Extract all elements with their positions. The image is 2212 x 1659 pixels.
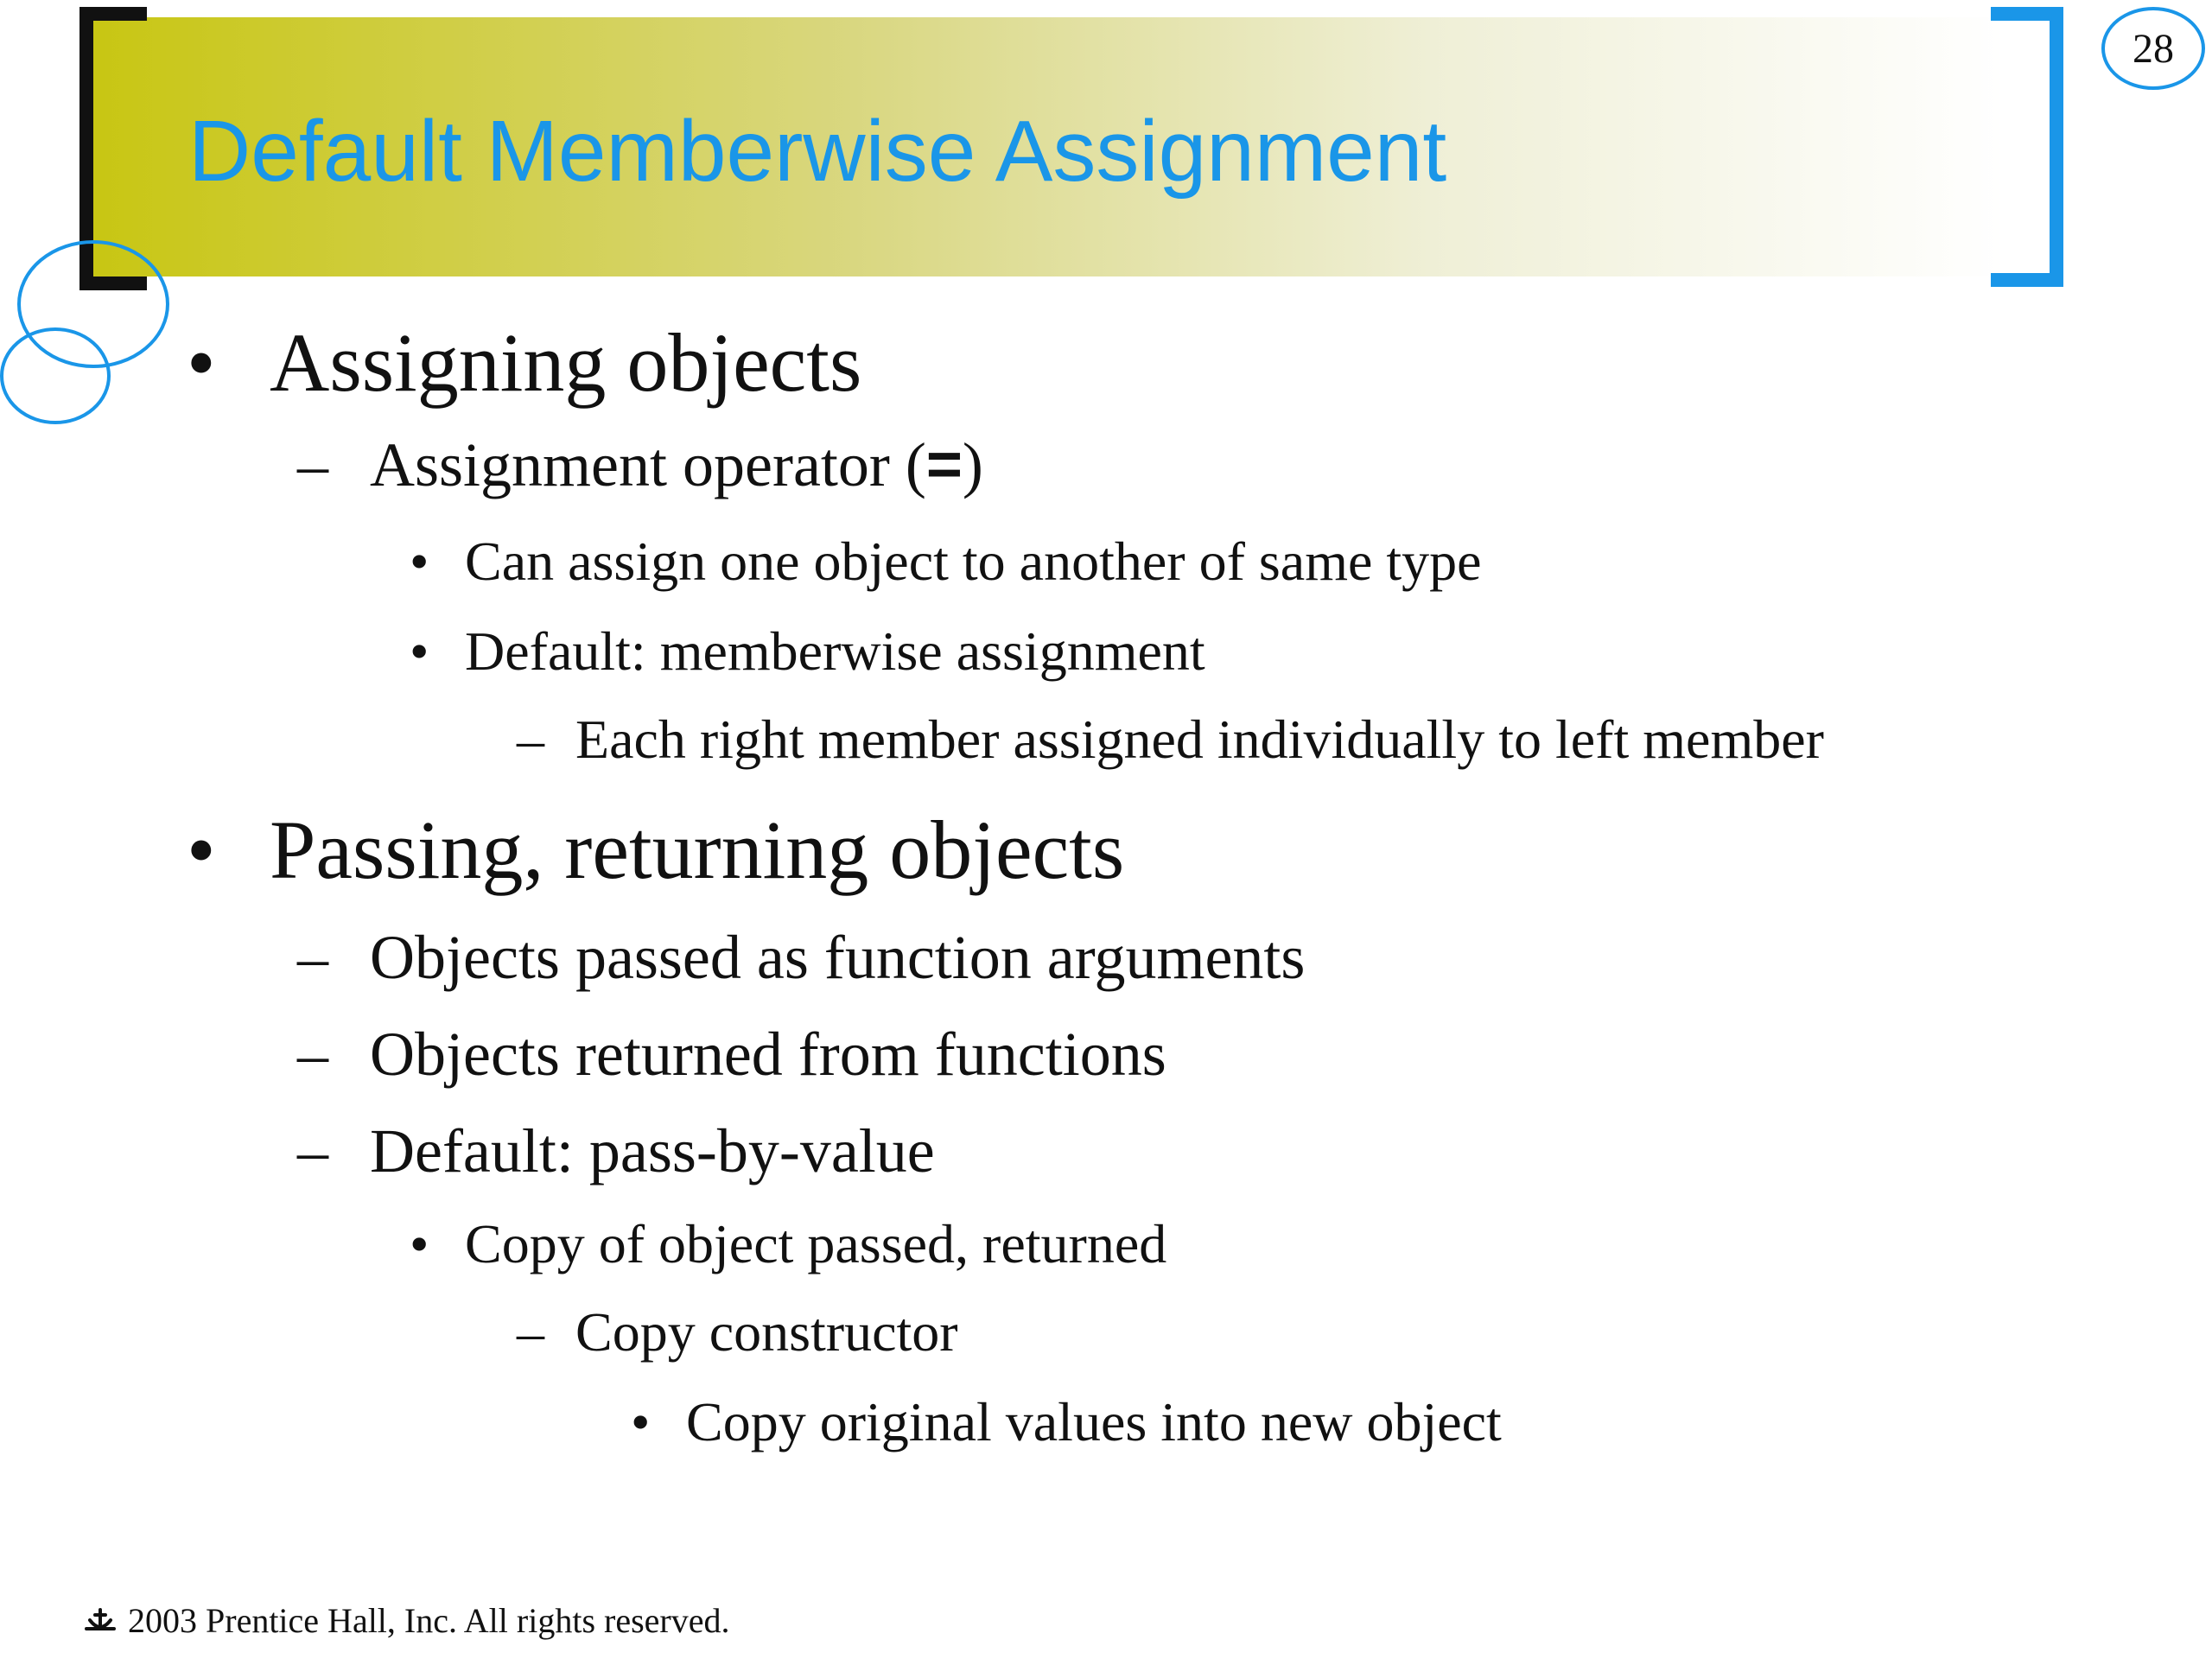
bullet-item bbox=[410, 617, 1205, 686]
bullet-marker: • bbox=[410, 531, 429, 592]
bullet-marker: – bbox=[297, 1116, 328, 1185]
bullet-marker: – bbox=[517, 1301, 544, 1363]
bullet-text: Objects returned from functions bbox=[370, 1020, 1166, 1089]
bullet-item bbox=[517, 705, 1824, 774]
operator-symbol: = bbox=[925, 430, 963, 499]
bullet-marker: • bbox=[410, 1213, 429, 1274]
bullet-item bbox=[297, 919, 1306, 995]
bullet-text: Objects passed as function arguments bbox=[370, 923, 1306, 992]
bullet-text: Default: pass-by-value bbox=[370, 1116, 935, 1185]
circle-ring-small-icon bbox=[2, 329, 109, 423]
bullet-marker: – bbox=[297, 430, 328, 499]
bullet-item bbox=[631, 1388, 1502, 1457]
bullet-text: Each right member assigned individually to left member bbox=[575, 709, 1824, 770]
bullet-item bbox=[187, 315, 862, 411]
bullet-marker: • bbox=[631, 1391, 651, 1452]
bullet-text: Copy of object passed, returned bbox=[465, 1213, 1167, 1274]
bullet-item bbox=[297, 427, 983, 503]
bullet-text: Assigning objects bbox=[270, 316, 862, 409]
slide-title: Default Memberwise Assignment bbox=[188, 103, 1447, 200]
bullet-marker: • bbox=[187, 316, 216, 409]
bullet-item bbox=[297, 1016, 1166, 1092]
bullet-text: Copy constructor bbox=[575, 1301, 958, 1363]
bullet-text: Passing, returning objects bbox=[270, 804, 1125, 896]
bullet-item bbox=[517, 1298, 958, 1367]
bullet-text: Assignment operator ( bbox=[370, 430, 926, 499]
right-bracket-icon bbox=[1991, 14, 2056, 280]
bullet-item bbox=[410, 527, 1482, 596]
copyright-text: 2003 Prentice Hall, Inc. All rights reserved. bbox=[128, 1601, 730, 1640]
bullet-text: Default: memberwise assignment bbox=[465, 620, 1205, 682]
prentice-hall-logo-icon bbox=[83, 1604, 118, 1645]
bullet-item bbox=[187, 802, 1125, 899]
bullet-text: Can assign one object to another of same type bbox=[465, 531, 1482, 592]
bullet-marker: – bbox=[297, 923, 328, 992]
slide-number: 28 bbox=[2101, 7, 2205, 90]
bullet-marker: – bbox=[297, 1020, 328, 1089]
bullet-text: Copy original values into new object bbox=[686, 1391, 1502, 1452]
bullet-item bbox=[297, 1113, 935, 1189]
bullet-marker: • bbox=[187, 804, 216, 896]
footer bbox=[83, 1600, 729, 1645]
bullet-item bbox=[410, 1210, 1167, 1279]
bullet-marker: • bbox=[410, 620, 429, 682]
bullet-marker: – bbox=[517, 709, 544, 770]
operator-close-paren: ) bbox=[962, 430, 983, 499]
